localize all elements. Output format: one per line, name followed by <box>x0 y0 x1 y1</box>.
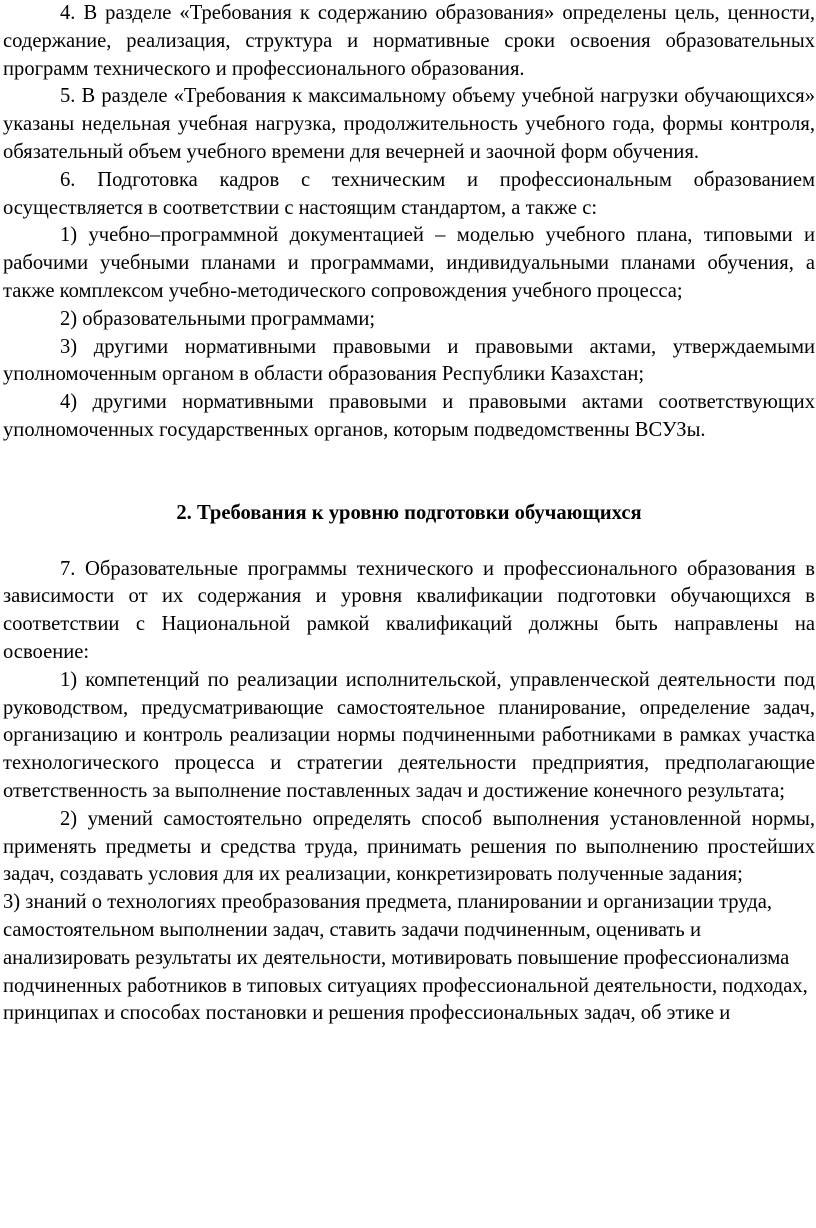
paragraph-7: 7. Образовательные программы технического и профессионального образования в зависимости от их содержания и уровня квалификации подготовки обучающихся в соответствии с Национальной рамкой квалификаций должны быть направлены на освоение: <box>3 557 815 663</box>
spacer <box>3 445 815 500</box>
list-item-6-4: 4) другими нормативными правовыми и правовыми актами соответствующих уполномоченных государственных органов, которым подведомственны ВСУЗы. <box>3 391 815 441</box>
spacer <box>3 528 815 556</box>
section-heading: 2. Требования к уровню подготовки обучающихся <box>176 501 642 524</box>
list-item-7-3: 3) знаний о технологиях преобразования предмета, планировании и организации труда, самостоятельном выполнении задач, ставить задачи подчиненным, оценивать и анализировать результаты их деятельности, мотивировать повышение профессионализма подчиненных работников в типовых ситуациях профессиональной деятельности, подходах, принципах и способах постановки и решения профессиональных задач, об этике и <box>3 891 808 1025</box>
list-item-7-2: 2) умений самостоятельно определять способ выполнения установленной нормы, применять предметы и средства труда, принимать решения по выполнению простейших задач, создавать условия для их реализации, конкретизировать полученные задания; <box>3 807 815 886</box>
paragraph-6: 6. Подготовка кадров с техническим и профессиональным образованием осуществляется в соответствии с настоящим стандартом, а также с: <box>3 168 815 219</box>
list-item-7-1: 1) компетенций по реализации исполнительской, управленческой деятельности под руководством, предусматривающие самостоятельное планирование, определение задач, организацию и контроль реализации нормы подчиненными работниками в рамках участка технологического процесса и стратегии деятельности предприятия, предполагающие ответственность за выполнение поставленных задач и достижение конечного результата; <box>3 668 815 802</box>
list-item-6-2: 2) образовательными программами; <box>60 307 376 330</box>
paragraph-4: 4. В разделе «Требования к содержанию образования» определены цель, ценности, содержание, реализация, структура и нормативные сроки освоения образовательных программ технического и профессионального образования. <box>3 2 815 80</box>
paragraph-5: 5. В разделе «Требования к максимальному объему учебной нагрузки обучающихся» указаны недельная учебная нагрузка, продолжительность учебного года, формы контроля, обязательный объем учебного времени для вечерней и заочной форм обучения. <box>3 85 815 163</box>
list-item-6-1: 1) учебно–программной документацией – моделью учебного плана, типовыми и рабочими учебными планами и программами, индивидуальными планами обучения, а также комплексом учебно-методического сопровождения учебного процесса; <box>3 224 815 302</box>
list-item-6-3: 3) другими нормативными правовыми и правовыми актами, утверждаемыми уполномоченным органом в области образования Республики Казахстан; <box>3 335 815 386</box>
